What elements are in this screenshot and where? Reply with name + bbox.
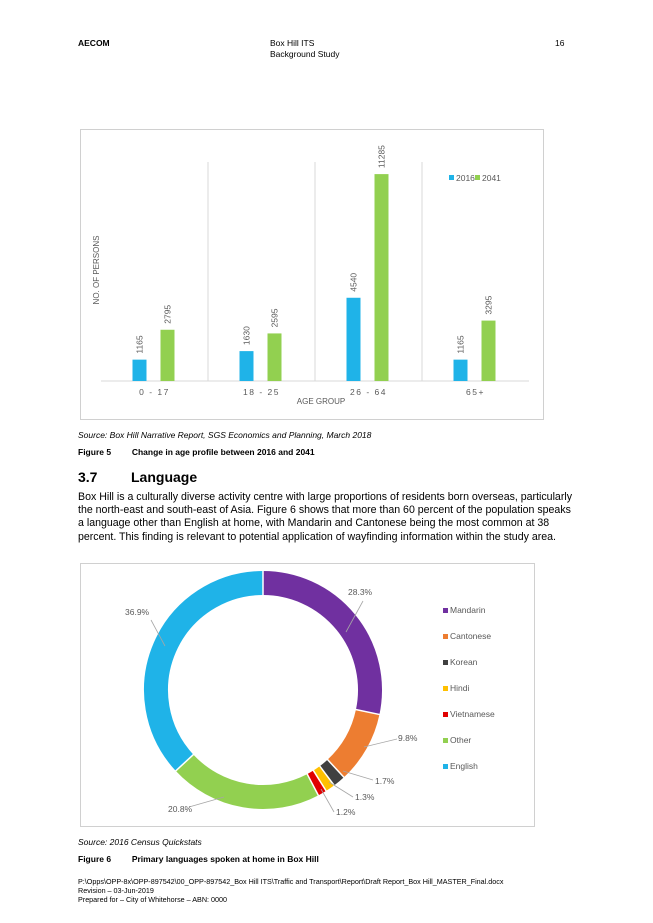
company-name: AECOM [78,38,110,48]
language-chart-svg [81,564,534,826]
bar-data-label: 11285 [376,145,387,169]
bar-data-label: 4540 [348,272,359,292]
donut-slice-korean [327,768,336,775]
donut-slice-cantonese [336,712,368,768]
age-profile-chart [80,129,544,420]
leader-line [189,797,224,807]
leader-line [343,771,373,780]
x-axis-title: AGE GROUP [296,397,346,406]
legend-label-cantonese: Cantonese [450,631,492,641]
legend-swatch-vietnamese [443,712,448,717]
legend-swatch-mandarin [443,608,448,613]
donut-slice-english [156,583,263,763]
leader-line [321,789,334,812]
legend-swatch-cantonese [443,634,448,639]
bar-data-label: 1630 [241,326,252,346]
bar-2016-0 [133,360,147,381]
slice-data-label-vietnamese: 1.2% [336,807,356,817]
footer-file-path: P:\Opps\OPP-8x\OPP-897542\00_OPP-897542_Box Hill ITS\Traffic and Transport\Report\Draft Report_Box Hill_MASTER_Final.docx [78,877,504,886]
legend-label-korean: Korean [450,657,478,667]
bar-data-label: 1165 [455,335,466,354]
age-profile-chart-svg [81,130,543,419]
bar-2041-2 [375,174,389,381]
section-title: Language [131,469,198,485]
slice-data-label-korean: 1.7% [375,776,395,786]
legend-label-vietnamese: Vietnamese [450,709,495,719]
bar-2041-1 [268,333,282,381]
footer-revision: Revision – 03-Jun-2019 [78,886,154,895]
slice-data-label-english: 36.9% [125,607,150,617]
document-title [270,38,339,60]
legend-swatch-korean [443,660,448,665]
legend-swatch-2016 [449,175,454,180]
legend-label-2041: 2041 [482,173,501,183]
y-axis-title: NO. OF PERSONS [92,235,101,305]
donut-slice-vietnamese [313,781,320,785]
legend-label-other: Other [450,735,472,745]
donut-slice-mandarin [263,583,370,712]
legend-swatch-other [443,738,448,743]
slice-data-label-hindi: 1.3% [355,792,375,802]
legend-swatch-hindi [443,686,448,691]
legend-label-english: English [450,761,478,771]
figure6-caption [78,854,319,864]
x-tick-label: 26 - 64 [350,387,387,397]
footer-prepared-for: Prepared for – City of Whitehorse – ABN: 0000 [78,895,228,904]
legend-swatch-2041 [475,175,480,180]
document-title-line2: Background Study [270,49,340,59]
figure5-caption-text: Change in age profile between 2016 and 2041 [131,447,315,457]
legend-label-hindi: Hindi [450,683,470,693]
x-tick-label: 0 - 17 [139,387,170,397]
document-title-line1: Box Hill ITS [270,38,315,48]
slice-data-label-other: 20.8% [168,804,193,814]
leader-line [329,782,353,797]
slice-data-label-mandarin: 28.3% [348,587,373,597]
figure5-caption-number: Figure 5 [78,447,112,457]
footer [78,877,503,904]
legend-label-mandarin: Mandarin [450,605,486,615]
page-number: 16 [555,38,565,48]
figure6-source: Source: 2016 Census Quickstats [78,837,202,847]
donut-slice-hindi [320,776,327,781]
bar-data-label: 1165 [134,335,145,354]
slice-data-label-cantonese: 9.8% [398,733,418,743]
figure5-caption [78,447,315,457]
donut-slice-other [185,763,313,797]
bar-2041-0 [161,330,175,381]
section-paragraph: Box Hill is a culturally diverse activity centre with large proportions of residents born overseas, particularly the north-east and south-east of Asia. Figure 6 shows that more than 60 percent of the population speaks a language other than English at home, with Mandarin and Cantonese being the most common at 38 percent. This finding is relevant to potential application of wayfinding information within the study area. [78,491,572,543]
legend-label-2016: 2016 [456,173,475,183]
figure6-caption-number: Figure 6 [78,854,112,864]
x-tick-label: 65+ [466,387,485,397]
bar-data-label: 2595 [269,308,280,328]
bar-2016-1 [240,351,254,381]
figure5-source: Source: Box Hill Narrative Report, SGS Economics and Planning, March 2018 [78,430,372,440]
language-chart [80,563,535,827]
x-tick-label: 18 - 25 [243,387,280,397]
bar-2016-2 [347,298,361,381]
figure6-caption-text: Primary languages spoken at home in Box Hill [131,854,319,864]
bar-2041-3 [482,321,496,381]
legend-swatch-english [443,764,448,769]
section-number: 3.7 [78,469,98,485]
bar-2016-3 [454,360,468,381]
bar-data-label: 2795 [162,304,173,324]
bar-data-label: 3295 [483,295,494,315]
